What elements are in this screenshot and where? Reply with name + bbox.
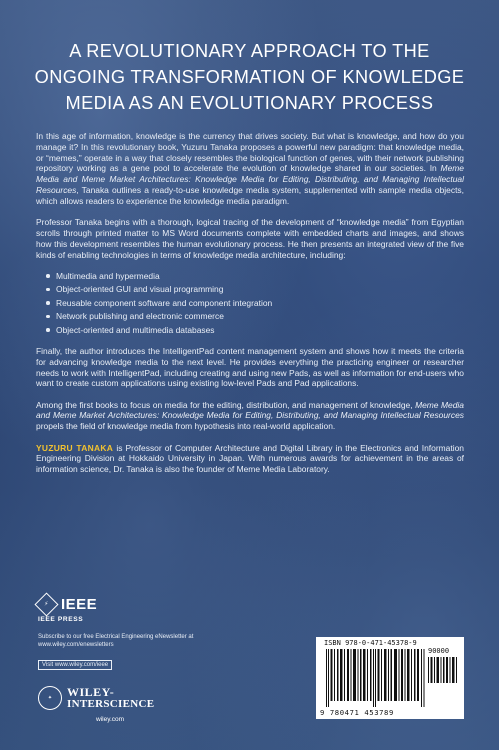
- headline-line-3: MEDIA AS AN EVOLUTIONARY PROCESS: [65, 93, 434, 113]
- book-title: Meme Media and Meme Market Architectures: Knowledge Media for Editing, Distributing, and Managing Intellectual Resources: [36, 163, 464, 195]
- headline-line-1: A REVOLUTIONARY APPROACH TO THE: [69, 41, 430, 61]
- closing-paragraph: Among the first books to focus on media for the editing, distribution, and management of knowledge, Meme Media and Meme Market Architectures: Knowledge Media for Editing, Distributing, and Managing Intellectual Resources propels the field of knowledge media from hypothesis into real-world application.: [36, 399, 464, 432]
- newsletter-notice: Subscribe to our free Electrical Engineering eNewsletter at www.wiley.com/enewsletters: [38, 634, 194, 648]
- list-item: Reusable component software and component integration: [46, 298, 464, 309]
- ieee-wordmark: IEEE: [61, 596, 98, 613]
- wiley-logo: [38, 686, 154, 710]
- isbn-label: ISBN 978-0-471-45378-9: [324, 639, 417, 647]
- ieee-press-label: IEEE PRESS: [38, 616, 84, 623]
- list-item: Multimedia and hypermedia: [46, 271, 464, 282]
- ean-number: 9 780471 453789: [320, 708, 394, 717]
- barcode: [316, 637, 464, 719]
- technology-list: [36, 271, 464, 335]
- price-addon-label: 90000: [428, 647, 450, 655]
- ean-barcode-bars: [326, 649, 426, 707]
- wiley-url: wiley.com: [96, 716, 125, 723]
- price-addon-bars: [428, 657, 458, 683]
- author-bio: YUZURU TANAKA is Professor of Computer Architecture and Digital Library in the Electronics and Information Engineering Division at Hokkaido University in Japan. With numerous awards for achievement in the areas of information science, Dr. Tanaka is also the founder of Meme Media Laboratory.: [36, 442, 464, 475]
- list-item: Object-oriented and multimedia databases: [46, 325, 464, 336]
- list-item: Network publishing and electronic commerce: [46, 311, 464, 322]
- book-title: Meme Media and Meme Market Architectures: Knowledge Media for Editing, Distributing, and Managing Intellectual Resources: [36, 399, 464, 421]
- ieee-logo: [38, 596, 97, 613]
- headline-line-2: ONGOING TRANSFORMATION OF KNOWLEDGE: [34, 67, 465, 87]
- visit-link: Visit www.wiley.com/ieee: [38, 660, 112, 670]
- author-name: YUZURU TANAKA: [36, 442, 114, 453]
- description-body: [36, 131, 464, 486]
- intelligentpad-paragraph: Finally, the author introduces the IntelligentPad content management system and shows how it meets the criteria for advancing knowledge media to the next level. He provides everything the practicing engineer or researcher needs to work with IntelligentPad, including creating and using new Pads, as well as information for end-users who want to create custom applications using existing low-level Pads and Pad applications.: [36, 345, 464, 389]
- overview-paragraph: Professor Tanaka begins with a thorough, logical tracing of the development of “knowledge media” from Egyptian scrolls through printed matter to MS Word documents complete with embedded charts and images, and shows how this development resembles the human evolutionary process. He then presents an integrated view of the five kinds of enabling technologies in terms of knowledge media architecture, including:: [36, 217, 464, 260]
- list-item: Object-oriented GUI and visual programming: [46, 284, 464, 295]
- ieee-diamond-icon: ⚡: [34, 592, 58, 616]
- wiley-seal-icon: ✦: [38, 686, 62, 710]
- wiley-wordmark: WILEY-: [67, 685, 115, 699]
- intro-paragraph: In this age of information, knowledge is the currency that drives society. But what is knowledge, and how do you manage it? In this revolutionary book, Yuzuru Tanaka proposes a powerful new paradigm: that knowledge media, or “memes,” operate in a way that closely resembles the biological function of genes, with their network publishing repository working as a gene pool to accelerate the evolution of knowledge shared in our societies. In Meme Media and Meme Market Architectures: Knowledge Media for Editing, Distributing, and Managing Intellectual Resources, Tanaka outlines a ready-to-use knowledge media system, supplemented with sample media objects, which allows readers to experience the knowledge media paradigm.: [36, 131, 464, 206]
- headline: [22, 38, 477, 116]
- interscience-wordmark: INTERSCIENCE: [67, 698, 155, 710]
